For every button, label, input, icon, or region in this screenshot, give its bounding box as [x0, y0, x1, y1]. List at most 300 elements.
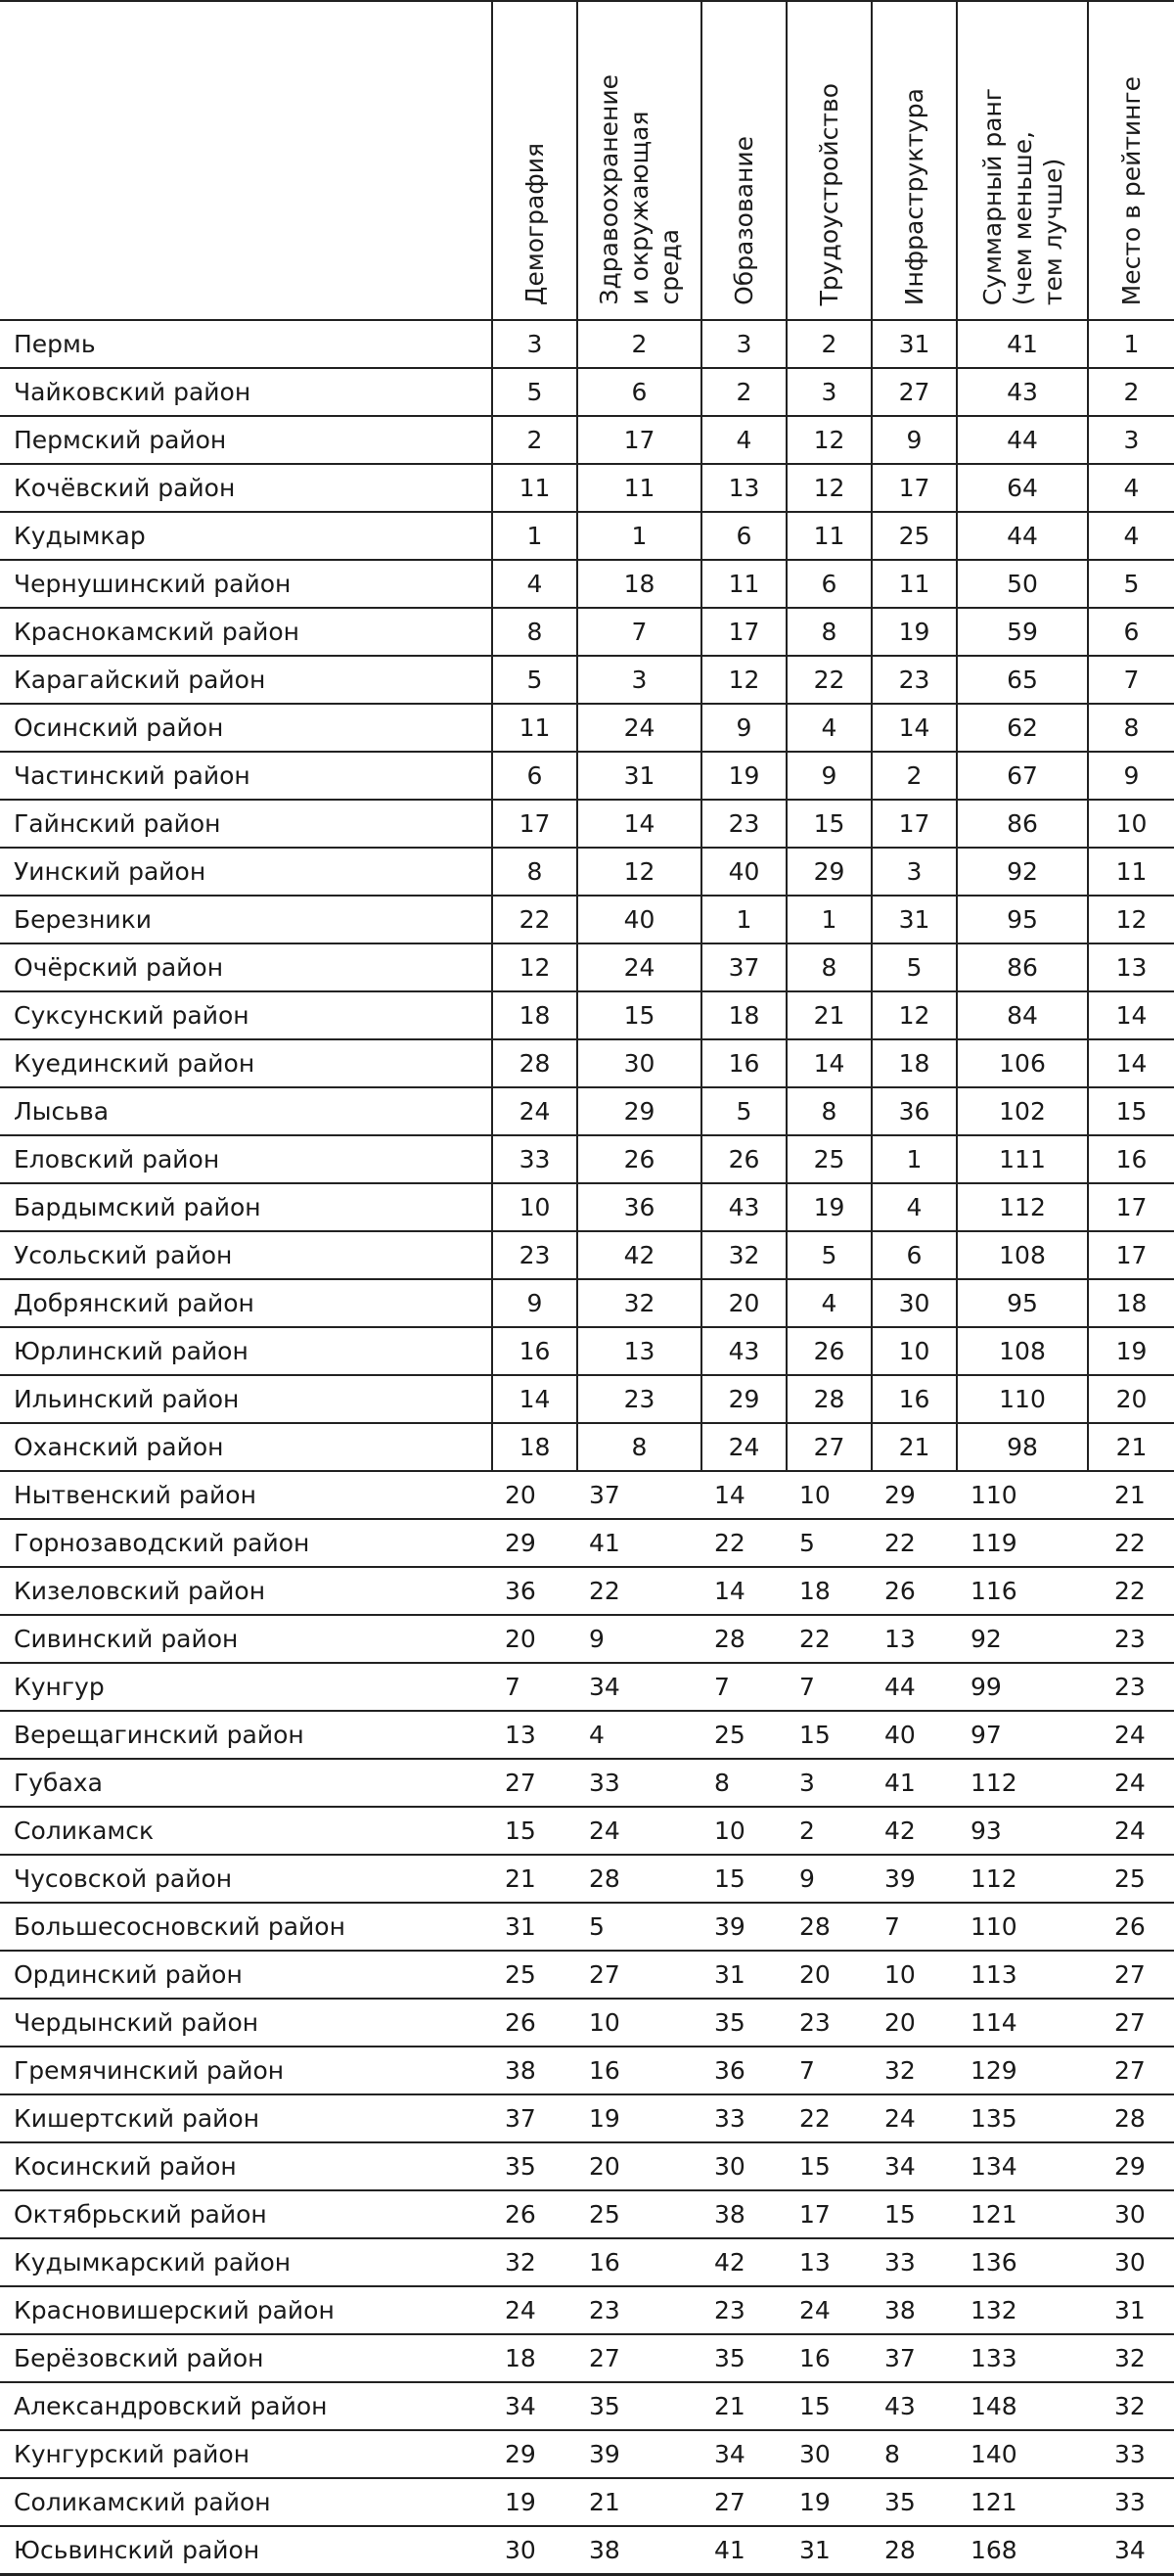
district-name: Лысьва [0, 1087, 492, 1135]
demography-value: 24 [492, 2286, 577, 2334]
infrastructure-value: 37 [872, 2334, 957, 2382]
demography-value: 18 [492, 991, 577, 1039]
health-value: 19 [577, 2094, 701, 2142]
employment-value: 26 [787, 1327, 872, 1375]
education-value: 6 [701, 512, 787, 560]
place-value: 22 [1088, 1519, 1174, 1567]
place-value: 12 [1088, 896, 1174, 943]
infrastructure-value: 8 [872, 2430, 957, 2478]
table-row [0, 1327, 1174, 1375]
demography-value: 30 [492, 2526, 577, 2575]
table-row [0, 1759, 1174, 1807]
infrastructure-value: 24 [872, 2094, 957, 2142]
demography-value: 26 [492, 1999, 577, 2047]
total-rank-value: 108 [957, 1231, 1088, 1279]
infrastructure-value: 4 [872, 1183, 957, 1231]
table-header [0, 1, 1174, 320]
table-row [0, 656, 1174, 704]
district-name: Добрянский район [0, 1279, 492, 1327]
employment-value: 16 [787, 2334, 872, 2382]
table-row [0, 2190, 1174, 2238]
place-value: 22 [1088, 1567, 1174, 1615]
education-value: 10 [701, 1807, 787, 1855]
demography-value: 26 [492, 2190, 577, 2238]
total-rank-value: 113 [957, 1951, 1088, 1999]
education-value: 25 [701, 1711, 787, 1759]
district-name: Соликамский район [0, 2478, 492, 2526]
health-value: 3 [577, 656, 701, 704]
education-value: 43 [701, 1183, 787, 1231]
table-row [0, 1423, 1174, 1471]
district-name: Частинский район [0, 752, 492, 800]
employment-value: 1 [787, 896, 872, 943]
demography-value: 36 [492, 1567, 577, 1615]
employment-value: 11 [787, 512, 872, 560]
health-value: 17 [577, 416, 701, 464]
education-value: 9 [701, 704, 787, 752]
demography-value: 25 [492, 1951, 577, 1999]
employment-value: 15 [787, 1711, 872, 1759]
place-value: 14 [1088, 1039, 1174, 1087]
demography-value: 27 [492, 1759, 577, 1807]
health-value: 16 [577, 2047, 701, 2094]
place-value: 27 [1088, 1999, 1174, 2047]
place-value: 13 [1088, 943, 1174, 991]
demography-value: 20 [492, 1471, 577, 1519]
total-rank-value: 65 [957, 656, 1088, 704]
table-row [0, 848, 1174, 896]
education-value: 11 [701, 560, 787, 608]
table-row [0, 608, 1174, 656]
header-total-rank: Суммарный ранг (чем меньше, тем лучше) [957, 1, 1088, 320]
education-value: 18 [701, 991, 787, 1039]
employment-value: 23 [787, 1999, 872, 2047]
table-row [0, 1183, 1174, 1231]
table-row [0, 752, 1174, 800]
total-rank-value: 64 [957, 464, 1088, 512]
employment-value: 2 [787, 1807, 872, 1855]
demography-value: 18 [492, 1423, 577, 1471]
place-value: 31 [1088, 2286, 1174, 2334]
health-value: 9 [577, 1615, 701, 1663]
district-name: Октябрьский район [0, 2190, 492, 2238]
table-row [0, 1135, 1174, 1183]
total-rank-value: 98 [957, 1423, 1088, 1471]
education-value: 7 [701, 1663, 787, 1711]
employment-value: 29 [787, 848, 872, 896]
place-value: 18 [1088, 1279, 1174, 1327]
employment-value: 7 [787, 1663, 872, 1711]
infrastructure-value: 1 [872, 1135, 957, 1183]
demography-value: 16 [492, 1327, 577, 1375]
district-name: Осинский район [0, 704, 492, 752]
education-value: 26 [701, 1135, 787, 1183]
demography-value: 6 [492, 752, 577, 800]
education-value: 21 [701, 2382, 787, 2430]
place-value: 4 [1088, 464, 1174, 512]
table-row [0, 1999, 1174, 2047]
employment-value: 12 [787, 464, 872, 512]
district-name: Кудымкар [0, 512, 492, 560]
education-value: 41 [701, 2526, 787, 2575]
health-value: 8 [577, 1423, 701, 1471]
employment-value: 8 [787, 608, 872, 656]
health-value: 7 [577, 608, 701, 656]
employment-value: 7 [787, 2047, 872, 2094]
demography-value: 11 [492, 704, 577, 752]
table-row [0, 1471, 1174, 1519]
health-value: 4 [577, 1711, 701, 1759]
employment-value: 22 [787, 2094, 872, 2142]
header-place: Место в рейтинге [1088, 1, 1174, 320]
education-value: 3 [701, 320, 787, 368]
health-value: 24 [577, 1807, 701, 1855]
total-rank-value: 133 [957, 2334, 1088, 2382]
infrastructure-value: 40 [872, 1711, 957, 1759]
district-name: Юсьвинский район [0, 2526, 492, 2575]
infrastructure-value: 29 [872, 1471, 957, 1519]
district-name: Кизеловский район [0, 1567, 492, 1615]
district-name: Косинский район [0, 2142, 492, 2190]
demography-value: 4 [492, 560, 577, 608]
table-row [0, 1519, 1174, 1567]
education-value: 13 [701, 464, 787, 512]
employment-value: 27 [787, 1423, 872, 1471]
employment-value: 24 [787, 2286, 872, 2334]
education-value: 14 [701, 1471, 787, 1519]
total-rank-value: 86 [957, 943, 1088, 991]
education-value: 2 [701, 368, 787, 416]
health-value: 36 [577, 1183, 701, 1231]
district-name: Сивинский район [0, 1615, 492, 1663]
employment-value: 13 [787, 2238, 872, 2286]
total-rank-value: 112 [957, 1759, 1088, 1807]
place-value: 23 [1088, 1615, 1174, 1663]
total-rank-value: 43 [957, 368, 1088, 416]
district-name: Александровский район [0, 2382, 492, 2430]
education-value: 23 [701, 2286, 787, 2334]
demography-value: 38 [492, 2047, 577, 2094]
infrastructure-value: 22 [872, 1519, 957, 1567]
place-value: 7 [1088, 656, 1174, 704]
place-value: 14 [1088, 991, 1174, 1039]
table-row [0, 800, 1174, 848]
table-row [0, 416, 1174, 464]
total-rank-value: 44 [957, 416, 1088, 464]
education-value: 8 [701, 1759, 787, 1807]
employment-value: 15 [787, 800, 872, 848]
infrastructure-value: 28 [872, 2526, 957, 2575]
district-name: Суксунский район [0, 991, 492, 1039]
demography-value: 10 [492, 1183, 577, 1231]
infrastructure-value: 5 [872, 943, 957, 991]
health-value: 12 [577, 848, 701, 896]
infrastructure-value: 10 [872, 1327, 957, 1375]
demography-value: 7 [492, 1663, 577, 1711]
place-value: 26 [1088, 1903, 1174, 1951]
employment-value: 10 [787, 1471, 872, 1519]
district-name: Берёзовский район [0, 2334, 492, 2382]
total-rank-value: 134 [957, 2142, 1088, 2190]
health-value: 31 [577, 752, 701, 800]
health-value: 42 [577, 1231, 701, 1279]
total-rank-value: 62 [957, 704, 1088, 752]
total-rank-value: 121 [957, 2190, 1088, 2238]
health-value: 21 [577, 2478, 701, 2526]
place-value: 15 [1088, 1087, 1174, 1135]
table-body-lower [0, 1471, 1174, 2575]
infrastructure-value: 12 [872, 991, 957, 1039]
place-value: 3 [1088, 416, 1174, 464]
demography-value: 2 [492, 416, 577, 464]
education-value: 17 [701, 608, 787, 656]
total-rank-value: 135 [957, 2094, 1088, 2142]
education-value: 32 [701, 1231, 787, 1279]
table-row [0, 1375, 1174, 1423]
infrastructure-value: 39 [872, 1855, 957, 1903]
district-name: Нытвенский район [0, 1471, 492, 1519]
education-value: 40 [701, 848, 787, 896]
education-value: 1 [701, 896, 787, 943]
infrastructure-value: 15 [872, 2190, 957, 2238]
place-value: 32 [1088, 2334, 1174, 2382]
place-value: 2 [1088, 368, 1174, 416]
demography-value: 8 [492, 608, 577, 656]
table-row [0, 1615, 1174, 1663]
employment-value: 2 [787, 320, 872, 368]
header-education: Образование [701, 1, 787, 320]
total-rank-value: 168 [957, 2526, 1088, 2575]
health-value: 35 [577, 2382, 701, 2430]
demography-value: 17 [492, 800, 577, 848]
district-name: Губаха [0, 1759, 492, 1807]
place-value: 21 [1088, 1423, 1174, 1471]
table-row [0, 2094, 1174, 2142]
district-name: Кунгурский район [0, 2430, 492, 2478]
table-row [0, 368, 1174, 416]
district-name: Карагайский район [0, 656, 492, 704]
district-name: Ильинский район [0, 1375, 492, 1423]
health-value: 20 [577, 2142, 701, 2190]
infrastructure-value: 30 [872, 1279, 957, 1327]
demography-value: 18 [492, 2334, 577, 2382]
district-name: Чернушинский район [0, 560, 492, 608]
demography-value: 32 [492, 2238, 577, 2286]
header-demography: Демография [492, 1, 577, 320]
total-rank-value: 86 [957, 800, 1088, 848]
infrastructure-value: 25 [872, 512, 957, 560]
health-value: 32 [577, 1279, 701, 1327]
employment-value: 25 [787, 1135, 872, 1183]
table-row [0, 896, 1174, 943]
infrastructure-value: 17 [872, 800, 957, 848]
health-value: 5 [577, 1903, 701, 1951]
infrastructure-value: 35 [872, 2478, 957, 2526]
infrastructure-value: 23 [872, 656, 957, 704]
health-value: 11 [577, 464, 701, 512]
health-value: 27 [577, 1951, 701, 1999]
employment-value: 8 [787, 1087, 872, 1135]
health-value: 38 [577, 2526, 701, 2575]
demography-value: 15 [492, 1807, 577, 1855]
employment-value: 5 [787, 1231, 872, 1279]
demography-value: 35 [492, 2142, 577, 2190]
table-row [0, 2238, 1174, 2286]
employment-value: 12 [787, 416, 872, 464]
infrastructure-value: 31 [872, 320, 957, 368]
total-rank-value: 102 [957, 1087, 1088, 1135]
health-value: 16 [577, 2238, 701, 2286]
education-value: 15 [701, 1855, 787, 1903]
infrastructure-value: 18 [872, 1039, 957, 1087]
table-row [0, 991, 1174, 1039]
education-value: 22 [701, 1519, 787, 1567]
education-value: 4 [701, 416, 787, 464]
total-rank-value: 148 [957, 2382, 1088, 2430]
table-row [0, 1807, 1174, 1855]
demography-value: 20 [492, 1615, 577, 1663]
place-value: 1 [1088, 320, 1174, 368]
total-rank-value: 41 [957, 320, 1088, 368]
demography-value: 12 [492, 943, 577, 991]
health-value: 22 [577, 1567, 701, 1615]
district-name: Пермский район [0, 416, 492, 464]
total-rank-value: 112 [957, 1183, 1088, 1231]
table-row [0, 2478, 1174, 2526]
employment-value: 20 [787, 1951, 872, 1999]
total-rank-value: 110 [957, 1903, 1088, 1951]
health-value: 13 [577, 1327, 701, 1375]
infrastructure-value: 13 [872, 1615, 957, 1663]
total-rank-value: 111 [957, 1135, 1088, 1183]
total-rank-value: 119 [957, 1519, 1088, 1567]
infrastructure-value: 27 [872, 368, 957, 416]
total-rank-value: 95 [957, 896, 1088, 943]
demography-value: 3 [492, 320, 577, 368]
employment-value: 31 [787, 2526, 872, 2575]
infrastructure-value: 43 [872, 2382, 957, 2430]
place-value: 17 [1088, 1183, 1174, 1231]
health-value: 6 [577, 368, 701, 416]
total-rank-value: 110 [957, 1375, 1088, 1423]
education-value: 42 [701, 2238, 787, 2286]
infrastructure-value: 21 [872, 1423, 957, 1471]
place-value: 32 [1088, 2382, 1174, 2430]
employment-value: 15 [787, 2142, 872, 2190]
health-value: 24 [577, 943, 701, 991]
district-name: Горнозаводский район [0, 1519, 492, 1567]
place-value: 20 [1088, 1375, 1174, 1423]
demography-value: 9 [492, 1279, 577, 1327]
total-rank-value: 59 [957, 608, 1088, 656]
demography-value: 33 [492, 1135, 577, 1183]
health-value: 18 [577, 560, 701, 608]
employment-value: 3 [787, 1759, 872, 1807]
employment-value: 30 [787, 2430, 872, 2478]
education-value: 33 [701, 2094, 787, 2142]
health-value: 40 [577, 896, 701, 943]
health-value: 15 [577, 991, 701, 1039]
education-value: 12 [701, 656, 787, 704]
health-value: 33 [577, 1759, 701, 1807]
employment-value: 4 [787, 1279, 872, 1327]
total-rank-value: 95 [957, 1279, 1088, 1327]
health-value: 26 [577, 1135, 701, 1183]
health-value: 27 [577, 2334, 701, 2382]
place-value: 6 [1088, 608, 1174, 656]
demography-value: 29 [492, 2430, 577, 2478]
demography-value: 23 [492, 1231, 577, 1279]
district-name: Пермь [0, 320, 492, 368]
infrastructure-value: 20 [872, 1999, 957, 2047]
education-value: 34 [701, 2430, 787, 2478]
education-value: 5 [701, 1087, 787, 1135]
place-value: 11 [1088, 848, 1174, 896]
table-row [0, 464, 1174, 512]
infrastructure-value: 32 [872, 2047, 957, 2094]
health-value: 25 [577, 2190, 701, 2238]
table-row [0, 2430, 1174, 2478]
table-row [0, 560, 1174, 608]
education-value: 31 [701, 1951, 787, 1999]
district-name: Чусовской район [0, 1855, 492, 1903]
infrastructure-value: 6 [872, 1231, 957, 1279]
total-rank-value: 116 [957, 1567, 1088, 1615]
infrastructure-value: 14 [872, 704, 957, 752]
employment-value: 6 [787, 560, 872, 608]
table-row [0, 512, 1174, 560]
health-value: 23 [577, 1375, 701, 1423]
total-rank-value: 92 [957, 1615, 1088, 1663]
employment-value: 9 [787, 1855, 872, 1903]
table-row [0, 1903, 1174, 1951]
health-value: 37 [577, 1471, 701, 1519]
total-rank-value: 132 [957, 2286, 1088, 2334]
place-value: 27 [1088, 1951, 1174, 1999]
table-row [0, 2382, 1174, 2430]
infrastructure-value: 19 [872, 608, 957, 656]
district-name: Гремячинский район [0, 2047, 492, 2094]
district-name: Уинский район [0, 848, 492, 896]
infrastructure-value: 38 [872, 2286, 957, 2334]
district-name: Кочёвский район [0, 464, 492, 512]
header-infrastructure: Инфраструктура [872, 1, 957, 320]
education-value: 24 [701, 1423, 787, 1471]
total-rank-value: 97 [957, 1711, 1088, 1759]
health-value: 41 [577, 1519, 701, 1567]
demography-value: 37 [492, 2094, 577, 2142]
education-value: 30 [701, 2142, 787, 2190]
table-row [0, 2334, 1174, 2382]
health-value: 10 [577, 1999, 701, 2047]
demography-value: 14 [492, 1375, 577, 1423]
employment-value: 8 [787, 943, 872, 991]
infrastructure-value: 41 [872, 1759, 957, 1807]
total-rank-value: 99 [957, 1663, 1088, 1711]
district-name: Верещагинский район [0, 1711, 492, 1759]
district-name: Соликамск [0, 1807, 492, 1855]
total-rank-value: 112 [957, 1855, 1088, 1903]
education-value: 19 [701, 752, 787, 800]
table-row [0, 320, 1174, 368]
table-row [0, 1039, 1174, 1087]
infrastructure-value: 16 [872, 1375, 957, 1423]
health-value: 23 [577, 2286, 701, 2334]
infrastructure-value: 7 [872, 1903, 957, 1951]
total-rank-value: 92 [957, 848, 1088, 896]
total-rank-value: 108 [957, 1327, 1088, 1375]
health-value: 24 [577, 704, 701, 752]
